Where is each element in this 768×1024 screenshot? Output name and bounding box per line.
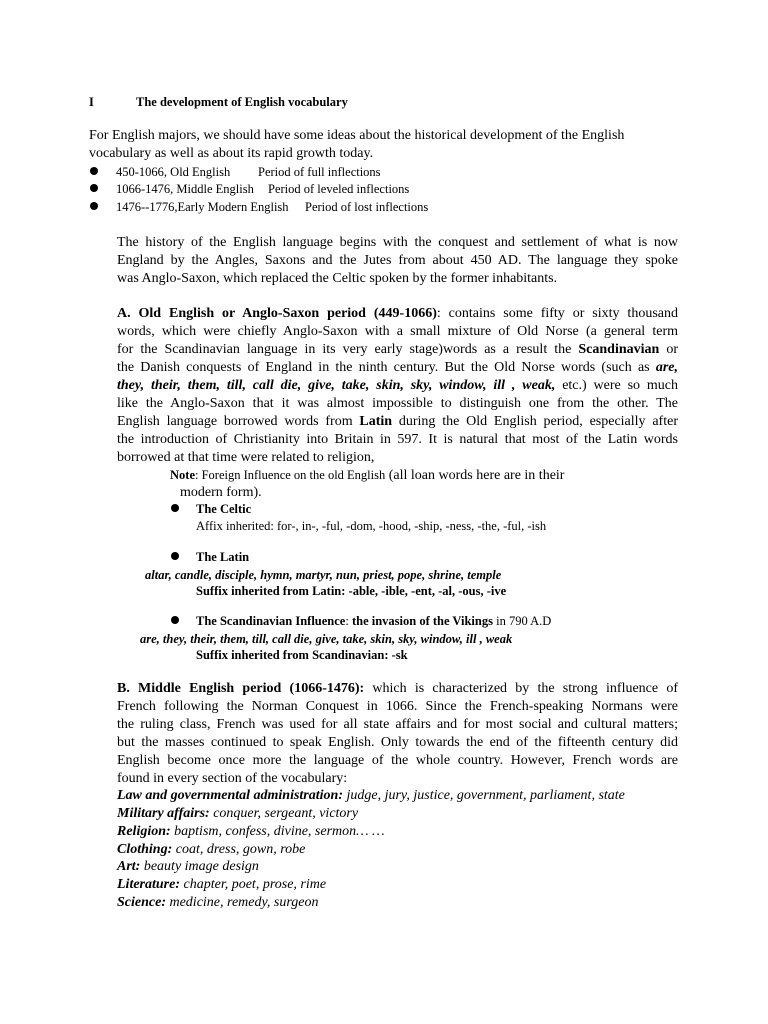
section-title: The development of English vocabulary bbox=[136, 95, 348, 109]
middle-english-line-4: but the masses continued to speak English. Only towards the end of the fifteenth century did bbox=[117, 735, 678, 750]
latin-suffix: Suffix inherited from Latin: -able, -ible, -ent, -al, -ous, -ive bbox=[196, 584, 507, 598]
middle-english-line-3: the ruling class, French was used for all state affairs and for most social and cultural matters; bbox=[117, 717, 678, 732]
category-religion: Religion: baptism, confess, divine, sermon… … bbox=[117, 824, 385, 839]
bullet-icon bbox=[171, 616, 179, 624]
category-art: Art: beauty image design bbox=[117, 859, 259, 874]
history-line-3: was Anglo-Saxon, which replaced the Celtic spoken by the former inhabitants. bbox=[117, 271, 558, 286]
period-range: 1066-1476, Middle English bbox=[116, 182, 254, 196]
scandinavian-title: The Scandinavian Influence: the invasion of the Vikings in 790 A.D bbox=[196, 614, 552, 628]
bullet-icon bbox=[90, 167, 98, 175]
scandinavian-words: are, they, their, them, till, call die, give, take, skin, sky, window, ill , weak bbox=[140, 632, 513, 646]
old-english-line-5: they, their, them, till, call die, give, take, skin, sky, window, ill , weak, etc.) were so much bbox=[117, 378, 678, 393]
middle-english-line-6: found in every section of the vocabulary: bbox=[117, 771, 348, 786]
old-english-line-1: A. Old English or Anglo-Saxon period (449-1066): contains some fifty or sixty thousand bbox=[117, 306, 678, 321]
celtic-title: The Celtic bbox=[196, 502, 252, 516]
old-english-line-9: borrowed at that time were related to religion, bbox=[117, 450, 375, 465]
old-english-line-4: the Danish conquests of England in the ninth century. But the Old Norse words (such as are, bbox=[117, 360, 678, 375]
middle-english-heading: B. Middle English period (1066-1476): bbox=[117, 681, 365, 696]
period-desc: Period of full inflections bbox=[258, 165, 381, 179]
bullet-icon bbox=[171, 504, 179, 512]
bullet-icon bbox=[171, 552, 179, 560]
bullet-icon bbox=[90, 184, 98, 192]
section-number: I bbox=[89, 95, 94, 109]
old-english-heading: A. Old English or Anglo-Saxon period (449-1066) bbox=[117, 306, 437, 321]
middle-english-line-2: French following the Norman Conquest in 1066. Since the French-speaking Normans were bbox=[117, 699, 678, 714]
note-line-2: modern form). bbox=[180, 485, 262, 500]
history-line-1: The history of the English language begins with the conquest and settlement of what is now bbox=[117, 235, 678, 250]
period-desc: Period of leveled inflections bbox=[268, 182, 410, 196]
category-clothing: Clothing: coat, dress, gown, robe bbox=[117, 842, 306, 857]
middle-english-line-1: B. Middle English period (1066-1476): which is characterized by the strong influence of bbox=[117, 681, 678, 696]
intro-line-2: vocabulary as well as about its rapid growth today. bbox=[89, 146, 374, 161]
celtic-affix: Affix inherited: for-, in-, -ful, -dom, -hood, -ship, -ness, -the, -ful, -ish bbox=[196, 519, 547, 533]
note-line-1: Note: Foreign Influence on the old English (all loan words here are in their bbox=[170, 468, 565, 483]
period-desc: Period of lost inflections bbox=[305, 200, 429, 214]
bullet-icon bbox=[90, 202, 98, 210]
old-english-line-3: for the Scandinavian language in its very early stage)words as a result the Scandinavian or bbox=[117, 342, 678, 357]
period-range: 450-1066, Old English bbox=[116, 165, 231, 179]
old-english-line-8: the introduction of Christianity into Britain in 597. It is natural that most of the Latin words bbox=[117, 432, 678, 447]
intro-line-1: For English majors, we should have some ideas about the historical development of the English bbox=[89, 128, 625, 143]
period-range: 1476--1776,Early Modern English bbox=[116, 200, 289, 214]
latin-words: altar, candle, disciple, hymn, martyr, nun, priest, pope, shrine, temple bbox=[145, 568, 502, 582]
category-military: Military affairs: conquer, sergeant, victory bbox=[117, 806, 359, 821]
note-label: Note bbox=[170, 468, 195, 482]
category-law: Law and governmental administration: judge, jury, justice, government, parliament, state bbox=[117, 788, 625, 803]
old-english-line-2: words, which were chiefly Anglo-Saxon with a small mixture of Old Norse (a general term bbox=[117, 324, 678, 339]
scandinavian-suffix: Suffix inherited from Scandinavian: -sk bbox=[196, 648, 408, 662]
history-line-2: England by the Angles, Saxons and the Jutes from about 450 AD. The language they spoke bbox=[117, 253, 678, 268]
middle-english-line-5: English become once more the language of the whole country. However, French words are bbox=[117, 753, 678, 768]
category-literature: Literature: chapter, poet, prose, rime bbox=[117, 877, 327, 892]
old-english-line-7: English language borrowed words from Latin during the Old English period, especially after bbox=[117, 414, 678, 429]
latin-title: The Latin bbox=[196, 550, 250, 564]
old-english-line-6: like the Anglo-Saxon that it was almost impossible to distinguish one from the other. The bbox=[117, 396, 678, 411]
category-science: Science: medicine, remedy, surgeon bbox=[117, 895, 319, 910]
